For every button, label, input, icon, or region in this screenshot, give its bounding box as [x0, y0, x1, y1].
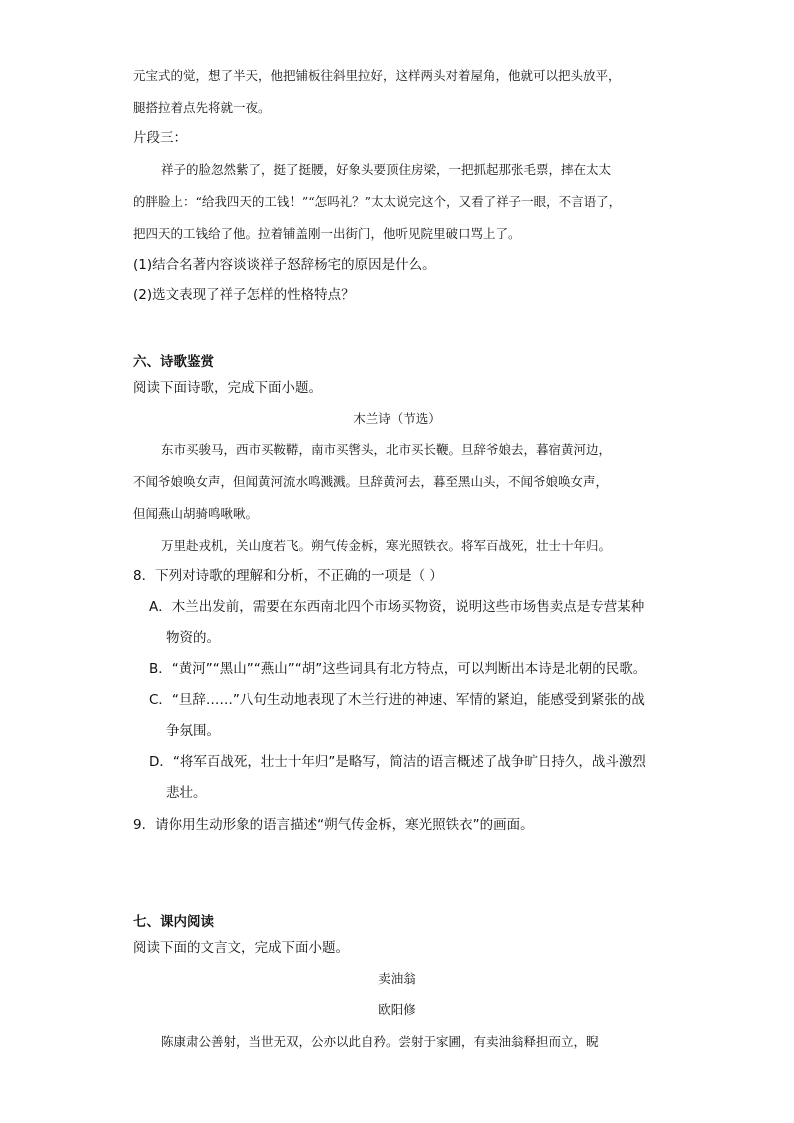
poem-line: 万里赴戎机，关山度若飞。朔气传金柝，寒光照铁衣。将军百战死，壮士十年归。 — [161, 538, 612, 553]
section-6-title: 六、诗歌鉴赏 — [133, 354, 214, 370]
segment-title: 片段三： — [133, 130, 187, 146]
poem-line: 东市买骏马，西市买鞍鞯，南市买辔头，北市买长鞭。旦辞爷娘去，暮宿黄河边， — [161, 442, 612, 457]
poem-line: 但闻燕山胡骑鸣啾啾。 — [133, 506, 259, 521]
passage-line: 元宝式的觉，想了半天，他把铺板往斜里拉好，这样两头对着屋角，他就可以把头放平， — [133, 68, 621, 83]
poem-line: 不闻爷娘唤女声，但闻黄河流水鸣溅溅。旦辞黄河去，暮至黑山头，不闻爷娘唤女声， — [133, 474, 609, 489]
question-9: 9．请你用生动形象的语言描述“朔气传金柝，寒光照铁衣”的画面。 — [133, 817, 534, 833]
option-a: A．木兰出发前，需要在东西南北四个市场买物资，说明这些市场售卖点是专营某种 — [149, 599, 645, 615]
question-1: (1)结合名著内容谈谈祥子怒辞杨宅的原因是什么。 — [133, 257, 436, 273]
section-7-intro: 阅读下面的文言文，完成下面小题。 — [133, 940, 349, 956]
option-c: C．“旦辞……”八句生动地表现了木兰行进的神速、军情的紧迫，能感受到紧张的战 — [149, 692, 645, 708]
question-2: (2)选文表现了祥子怎样的性格特点？ — [133, 287, 355, 303]
text-title: 卖油翁 — [378, 971, 416, 986]
option-b: B．“黄河”“黑山”“燕山”“胡”这些词具有北方特点，可以判断出本诗是北朝的民歌。 — [149, 661, 647, 677]
section-7-title: 七、课内阅读 — [133, 914, 214, 930]
poem-title: 木兰诗（节选） — [353, 411, 441, 426]
passage-line: 陈康肃公善射，当世无双，公亦以此自矜。尝射于家圃，有卖油翁释担而立，睨 — [161, 1034, 599, 1049]
passage-line: 的胖脸上：“给我四天的工钱！”“怎吗礼？”太太说完这个，又看了祥子一眼，不言语了， — [133, 194, 622, 209]
option-a-cont: 物资的。 — [166, 630, 220, 646]
passage-line: 祥子的脸忽然紫了，挺了挺腰，好象头要顶住房梁，一把抓起那张毛票，摔在太太 — [161, 162, 612, 177]
passage-line: 腿搭拉着点先将就一夜。 — [133, 100, 271, 115]
option-c-cont: 争氛围。 — [166, 723, 220, 739]
question-8: 8．下列对诗歌的理解和分析，不正确的一项是（ ） — [133, 568, 443, 584]
option-d-cont: 悲壮。 — [166, 785, 207, 801]
passage-line: 把四天的工钱给了他。拉着铺盖刚一出街门，他听见院里破口骂上了。 — [133, 226, 521, 241]
text-author: 欧阳修 — [378, 1002, 416, 1017]
section-6-intro: 阅读下面诗歌，完成下面小题。 — [133, 380, 322, 396]
option-d: D．“将军百战死，壮士十年归”是略写，简洁的语言概述了战争旷日持久，战斗激烈 — [149, 754, 646, 770]
